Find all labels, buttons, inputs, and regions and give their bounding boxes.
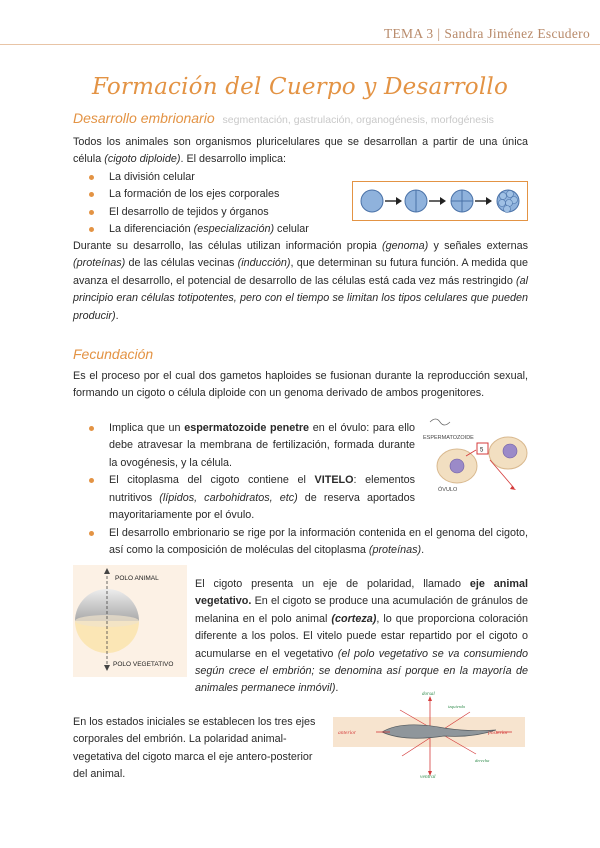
list-item: Implica que un espermatozoide penetre en el óvulo: para ello debe atravesar la membrana de fertilización, formada durante la ovogénesis, y la célula. [73, 420, 415, 472]
polarity-figure [73, 565, 187, 677]
axis-ventral-label: ventral [420, 774, 436, 780]
list-item: La división celular [73, 169, 373, 186]
cell-2-icon [405, 190, 427, 212]
cell-1-icon [361, 190, 383, 212]
axis-anterior-label: anterior [338, 730, 357, 736]
polo-vegetativo-label: POLO VEGETATIVO [113, 661, 174, 668]
header-divider [0, 44, 600, 45]
section-heading-fecundacion [73, 346, 153, 362]
list-item: El citoplasma del cigoto contiene el VITELO: elementos nutritivos (lípidos, carbohidratos, etc) de reserva aportados mayoritariamente por el óvulo. [73, 472, 415, 524]
list-item: La formación de los ejes corporales [73, 186, 373, 203]
polo-animal-label: POLO ANIMAL [115, 575, 159, 582]
page-header: TEMA 3 | Sandra Jiménez Escudero [383, 26, 590, 41]
cell-division-figure [352, 181, 528, 221]
header-tema: TEMA 3 [383, 26, 434, 41]
development-list [73, 169, 373, 239]
list-item: La diferenciación (especialización) celular [73, 221, 373, 238]
polarity-paragraph: El cigoto presenta un eje de polaridad, llamado eje animal vegetativo. En el cigoto se produce una acumulación de gránulos de melanina en el polo animal (corteza), lo que proporciona coloración diferente a los polos. El vitelo puede estar repartido por el cigoto o acumularse en el vegetativo (el polo vegetativo se va consumiendo según crece el embrión; se denomina así porque en la mayoría de animales permanece inmóvil). [195, 578, 528, 695]
morula-icon [497, 190, 519, 213]
fecundacion-intro: Es el proceso por el cual dos gametos haploides se fusionan durante la reproducción sexual, formando un cigoto o célula diploide con un genoma derivado de ambos progenitores. [73, 370, 528, 400]
section-subtitle: segmentación, gastrulación, organogénesis, morfogénesis [222, 114, 494, 126]
intro-paragraph: Todos los animales son organismos pluricelulares que se desarrollan a partir de una única célula (cigoto diploide). El desarrollo implica: [73, 136, 528, 166]
figure-label: ÓVULO [438, 487, 458, 493]
development-paragraph: Durante su desarrollo, las células utilizan información propia (genoma) y señales externas (proteínas) de las células vecinas (inducción), que determinan su futura función. A medida que avanza el desarrollo, el potencial de desarrollo de las células está cada vez más restringido (al principio eran células totipotentes, pero con el tiempo se limitan los tipos celulares que pueden producir). [73, 240, 528, 322]
axes-paragraph: En los estados iniciales se establecen los tres ejes corporales del embrión. La polaridad animal-vegetativa del cigoto marca el eje antero-posterior del animal. [73, 716, 316, 781]
section-title: Fecundación [73, 346, 154, 362]
figure-label: ESPERMATOZOIDE [423, 435, 474, 441]
list-item: El desarrollo embrionario se rige por la información contenida en el genoma del cigoto, así como la composición de moléculas del citoplasma (proteínas). [73, 525, 528, 560]
page-title: Formación del Cuerpo y Desarrollo [91, 74, 509, 100]
fecundacion-list-2 [73, 525, 528, 560]
fecundacion-list [73, 420, 415, 524]
section-title: Desarrollo embrionario [73, 110, 215, 126]
embryo-axes-figure [330, 688, 530, 780]
cell-4-icon [451, 190, 473, 212]
section-heading-desarrollo [73, 110, 494, 126]
header-author: Sandra Jiménez Escudero [444, 26, 590, 41]
axis-der-label: derecha [475, 758, 490, 763]
axis-posterior-label: posterior [488, 730, 509, 736]
list-item: El desarrollo de tejidos y órganos [73, 204, 373, 221]
axis-izq-label: izquierda [448, 704, 465, 709]
figure-step: 5 [480, 447, 484, 454]
fertilization-figure [420, 410, 530, 494]
axis-dorsal-label: dorsal [422, 692, 435, 697]
